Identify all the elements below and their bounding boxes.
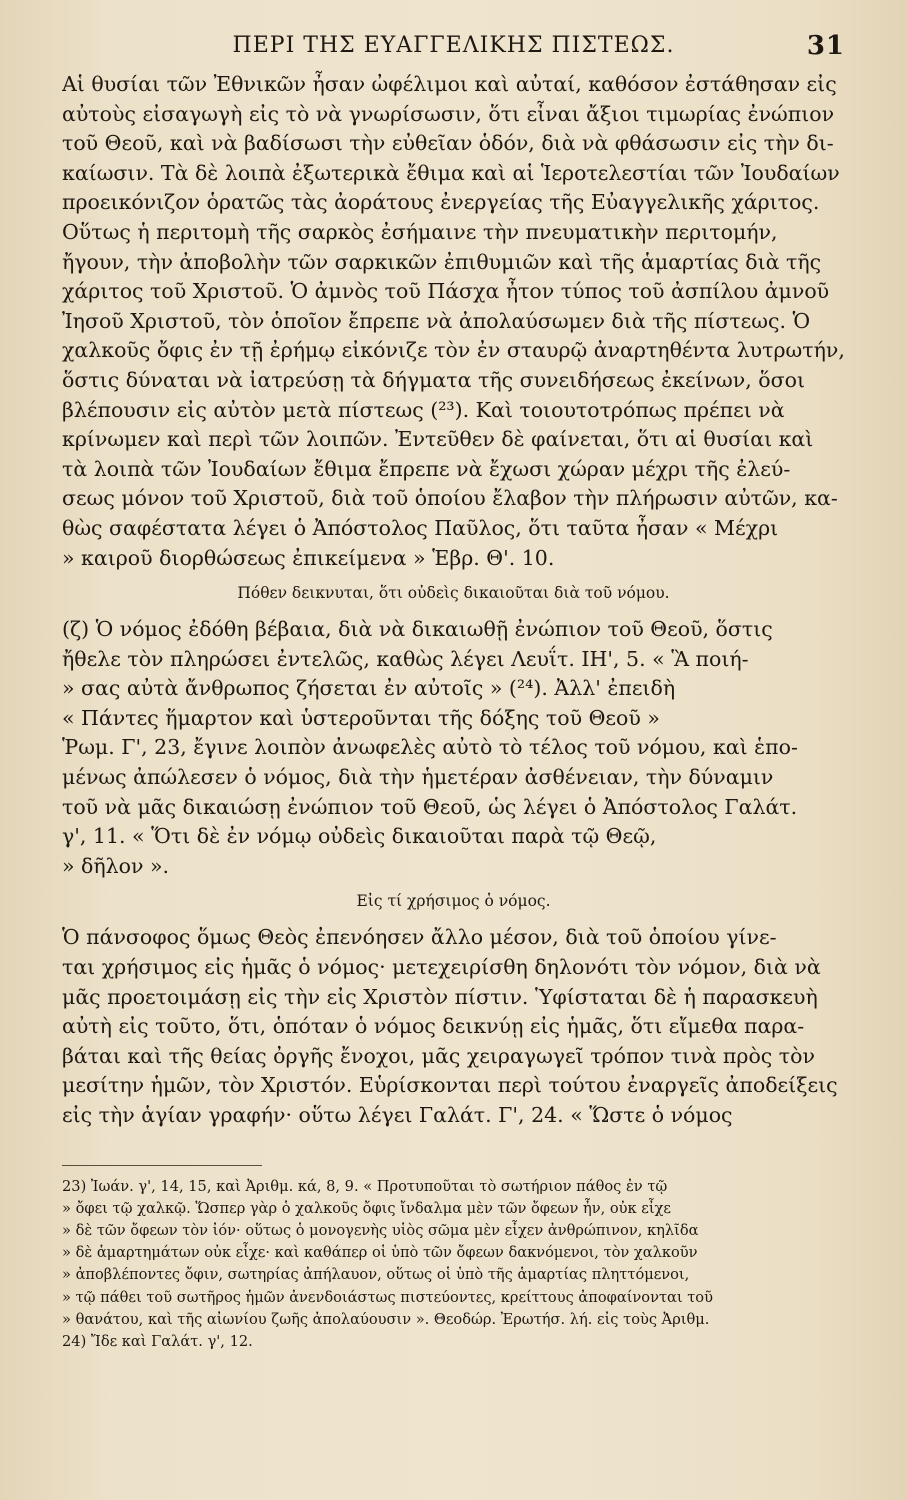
text-line: » δῆλον ».	[62, 853, 170, 878]
text-line: Αἱ θυσίαι τῶν Ἐθνικῶν ἦσαν ὠφέλιμοι καὶ αὐταί, καθόσον ἐστάθησαν εἰς	[62, 72, 837, 96]
text-line: θὼς σαφέστατα λέγει ὁ Ἀπόστολος Παῦλος, ὅτι ταῦτα ἦσαν « Μέχρι	[62, 515, 779, 540]
text-line: τὰ λοιπὰ τῶν Ἰουδαίων ἔθιμα ἔπρεπε νὰ ἔχωσι χώραν μέχρι τῆς ἐλεύ-	[62, 456, 791, 481]
footnote-line: 24) Ἴδε καὶ Γαλάτ. γ', 12.	[62, 1333, 253, 1351]
text-line: Ὁ πάνσοφος ὅμως Θεὸς ἐπενόησεν ἄλλο μέσον, διὰ τοῦ ὁποίου γίνε-	[62, 925, 777, 950]
footnote-line: » δὲ τῶν ὄφεων τὸν ἰόν· οὕτως ὁ μονογενὴς υἱὸς σῶμα μὲν εἶχεν ἀνθρώπινον, κηλῖδα	[62, 1222, 699, 1239]
text-line: Οὕτως ἡ περιτομὴ τῆς σαρκὸς ἐσήμαινε τὴν πνευματικὴν περιτομήν,	[62, 219, 778, 244]
running-head	[62, 22, 845, 70]
text-line: μεσίτην ἡμῶν, τὸν Χριστόν. Εὑρίσκονται περὶ τούτου ἐναργεῖς ἀποδείξεις	[62, 1073, 838, 1098]
text-line: Ῥωμ. Γ', 23, ἔγινε λοιπὸν ἀνωφελὲς αὐτὸ τὸ τέλος τοῦ νόμου, καὶ ἑπο-	[62, 735, 798, 760]
text-line: αὐτοὺς εἰσαγωγὴ εἰς τὸ νὰ γνωρίσωσιν, ὅτι εἶναι ἄξιοι τιμωρίας ἐνώπιον	[62, 101, 835, 126]
footnote-line: » ἀποβλέποντες ὄφιν, σωτηρίας ἀπήλαυον, οὕτως οἱ ὑπὸ τῆς ἁμαρτίας πληττόμενοι,	[62, 1266, 690, 1284]
paragraph-purpose	[62, 923, 845, 1130]
footnote-line: » δὲ ἁμαρτημάτων οὐκ εἶχε· καὶ καθάπερ οἱ ὑπὸ τῶν ὄφεων δακνόμενοι, τὸν χαλκοῦν	[62, 1244, 698, 1262]
footnote-line: 23) Ἰωάν. γ', 14, 15, καὶ Ἀριθμ. κά, 8, 9. « Προτυποῦται τὸ σωτήριον πάθος ἐν τῷ	[62, 1177, 668, 1195]
text-line: ται χρήσιμος εἰς ἡμᾶς ὁ νόμος· μετεχειρίσθη δηλονότι τὸν νόμον, διὰ νὰ	[62, 955, 821, 980]
text-line: μένως ἀπώλεσεν ὁ νόμος, διὰ τὴν ἡμετέραν ἀσθένειαν, τὴν δύναμιν	[62, 765, 774, 790]
text-line: Ἰησοῦ Χριστοῦ, τὸν ὁποῖον ἔπρεπε νὰ ἀπολαύσωμεν διὰ τῆς πίστεως. Ὁ	[62, 308, 811, 333]
footnote-line: » θανάτου, καὶ τῆς αἰωνίου ζωῆς ἀπολαύουσιν ». Θεοδώρ. Ἐρωτήσ. λή. εἰς τοὺς Ἀριθμ.	[62, 1310, 710, 1328]
text-line: μᾶς προετοιμάσῃ εἰς τὴν εἰς Χριστὸν πίστιν. Ὑφίσταται δὲ ἡ παρασκευὴ	[62, 984, 818, 1009]
paragraph-sacrifices	[62, 70, 845, 573]
text-line: τοῦ νὰ μᾶς δικαιώσῃ ἐνώπιον τοῦ Θεοῦ, ὡς λέγει ὁ Ἀπόστολος Γαλάτ.	[62, 794, 798, 819]
section-subheading: Πόθεν δεικνυται, ὅτι οὐδεὶς δικαιοῦται διὰ τοῦ νόμου.	[237, 584, 670, 603]
footnote-line: » ὄφει τῷ χαλκῷ. Ὥσπερ γὰρ ὁ χαλκοῦς ὄφις ἴνδαλμα μὲν τῶν ὄφεων ἦν, οὐκ εἶχε	[62, 1199, 671, 1217]
paragraph-law	[62, 615, 845, 881]
page-number: 31	[806, 31, 845, 61]
text-line: βάται καὶ τῆς θείας ὀργῆς ἔνοχοι, μᾶς χειραγωγεῖ τρόπον τινὰ πρὸς τὸν	[62, 1043, 815, 1068]
text-line: καίωσιν. Τὰ δὲ λοιπὰ ἐξωτερικὰ ἔθιμα καὶ αἱ Ἱεροτελεστίαι τῶν Ἰουδαίων	[62, 160, 840, 185]
text-line: σεως μόνον τοῦ Χριστοῦ, διὰ τοῦ ὁποίου ἔλαβον τὴν πλήρωσιν αὐτῶν, κα-	[62, 486, 838, 511]
footnotes	[62, 1176, 845, 1354]
text-line: (ζ) Ὁ νόμος ἐδόθη βέβαια, διὰ νὰ δικαιωθῇ ἐνώπιον τοῦ Θεοῦ, ὅστις	[62, 617, 773, 642]
text-line: » καιροῦ διορθώσεως ἐπικείμενα » Ἑβρ. Θ'. 10.	[62, 545, 555, 570]
text-line: χαλκοῦς ὄφις ἐν τῇ ἐρήμῳ εἰκόνιζε τὸν ἐν σταυρῷ ἀναρτηθέντα λυτρωτήν,	[62, 338, 845, 363]
text-line: βλέπουσιν εἰς αὐτὸν μετὰ πίστεως (²³). Καὶ τοιουτοτρόπως πρέπει νὰ	[62, 397, 785, 422]
footnote-line: » τῷ πάθει τοῦ σωτῆρος ἡμῶν ἀνενδοιάστως πιστεύοντες, κρείττους ἀποφαίνονται τοῦ	[62, 1288, 713, 1306]
text-line: χάριτος τοῦ Χριστοῦ. Ὁ ἀμνὸς τοῦ Πάσχα ἦτον τύπος τοῦ ἀσπίλου ἀμνοῦ	[62, 279, 830, 304]
footnote-rule	[62, 1165, 262, 1166]
text-line: τοῦ Θεοῦ, καὶ νὰ βαδίσωσι τὴν εὐθεῖαν ὁδόν, διὰ νὰ φθάσωσιν εἰς τὴν δι-	[62, 131, 834, 156]
text-line: προεικόνιζον ὁρατῶς τὰς ἀοράτους ἐνεργείας τῆς Εὐαγγελικῆς χάριτος.	[62, 190, 820, 215]
text-line: ὅστις δύναται νὰ ἰατρεύσῃ τὰ δήγματα τῆς συνειδήσεως ἐκείνων, ὅσοι	[62, 367, 805, 392]
text-line: αὐτὴ εἰς τοῦτο, ὅτι, ὁπόταν ὁ νόμος δεικνύῃ εἰς ἡμᾶς, ὅτι εἴμεθα παρα-	[62, 1014, 805, 1039]
text-line: ἤθελε τὸν πληρώσει ἐντελῶς, καθὼς λέγει Λευΐτ. ΙΗ', 5. « Ἃ ποιή-	[62, 646, 749, 671]
text-line: κρίνωμεν καὶ περὶ τῶν λοιπῶν. Ἐντεῦθεν δὲ φαίνεται, ὅτι αἱ θυσίαι καὶ	[62, 427, 814, 452]
section-subheading: Εἰς τί χρήσιμος ὁ νόμος.	[356, 892, 551, 911]
text-line: εἰς τὴν ἁγίαν γραφήν· οὕτω λέγει Γαλάτ. Γ', 24. « Ὥστε ὁ νόμος	[62, 1103, 733, 1127]
text-line: » σας αὐτὰ ἄνθρωπος ζήσεται ἐν αὐτοῖς » (²⁴). Ἀλλ' ἐπειδὴ	[62, 676, 676, 701]
running-title: ΠΕΡΙ ΤΗΣ ΕΥΑΓΓΕΛΙΚΗΣ ΠΙΣΤΕΩΣ.	[232, 33, 675, 58]
text-line: γ', 11. « Ὅτι δὲ ἐν νόμῳ οὐδεὶς δικαιοῦται παρὰ τῷ Θεῷ,	[62, 824, 657, 849]
text-line: « Πάντες ἥμαρτον καὶ ὑστεροῦνται τῆς δόξης τοῦ Θεοῦ »	[62, 705, 660, 730]
text-line: ἤγουν, τὴν ἀποβολὴν τῶν σαρκικῶν ἐπιθυμιῶν καὶ τῆς ἁμαρτίας διὰ τῆς	[62, 249, 822, 274]
